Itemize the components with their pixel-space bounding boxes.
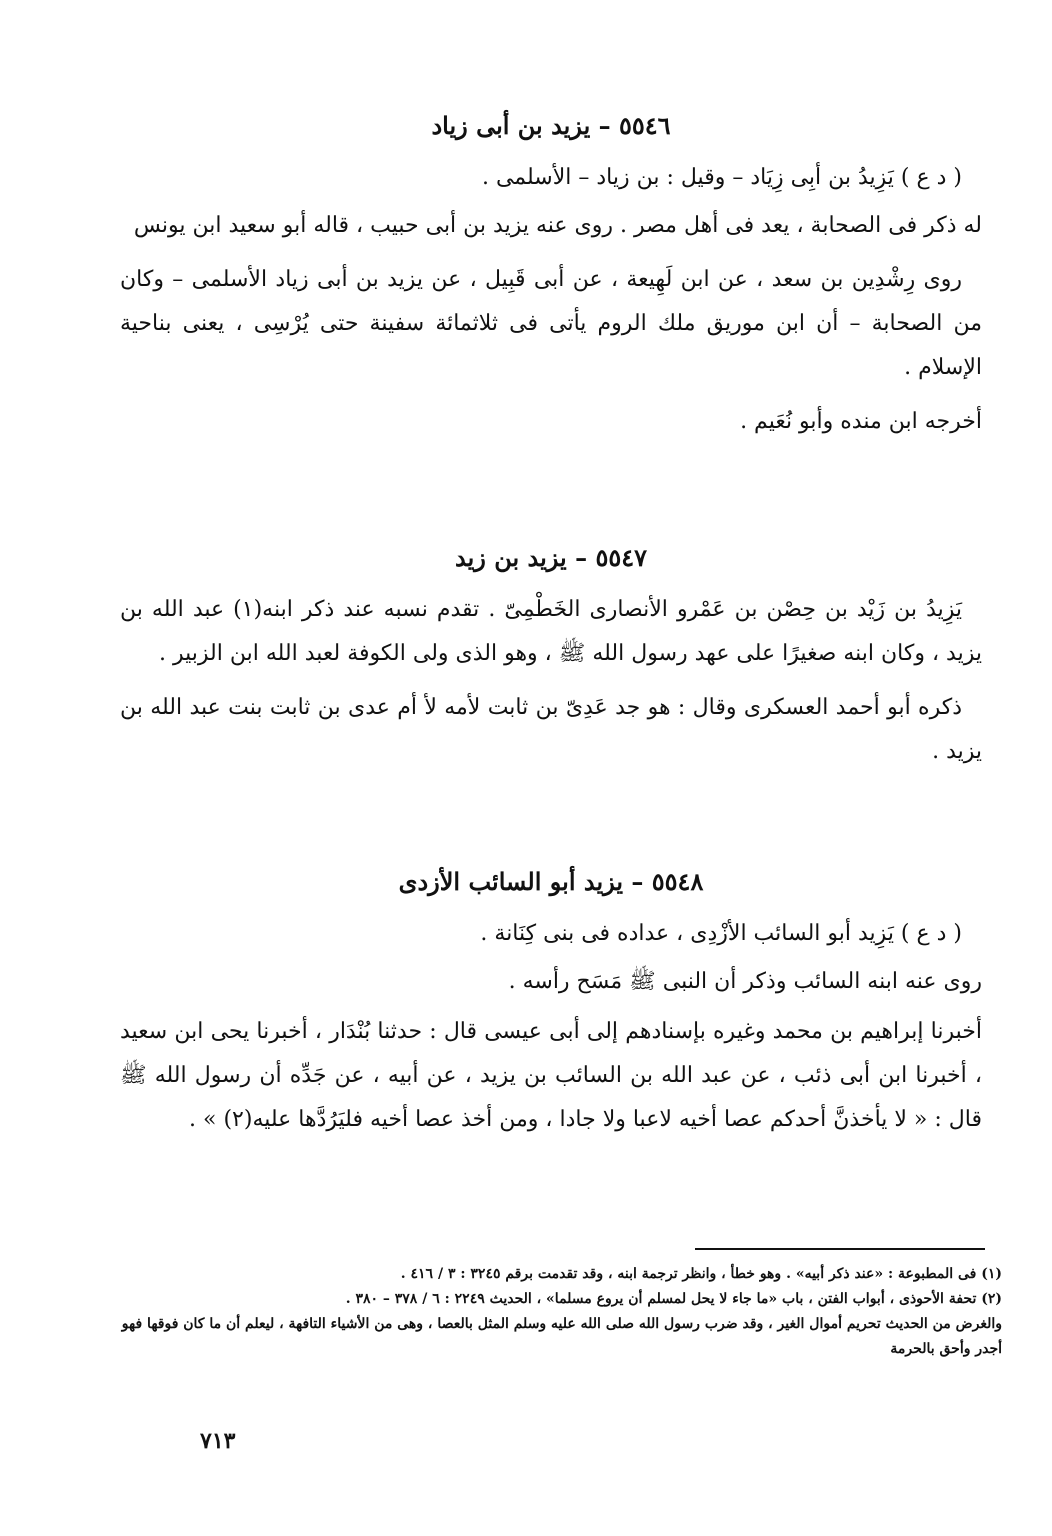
footnote-divider xyxy=(695,1248,985,1250)
entry-5548-body xyxy=(120,912,982,1142)
entry-5547-body xyxy=(120,588,982,774)
page-number: ٧١٣ xyxy=(200,1428,236,1454)
entry-5547-paragraph-2: ذكره أبو أحمد العسكرى وقال : هو جد عَدِىّ بن ثابت لأمه لأ أم عدى بن ثابت بنت عبد الله بن يزيد . xyxy=(120,695,982,764)
entry-heading-5546: ٥٥٤٦ – يزيد بن أبى زياد xyxy=(431,111,671,140)
entry-5546-paragraph-1: له ذكر فى الصحابة ، يعد فى أهل مصر . روى عنه يزيد بن أبى حبيب ، قاله أبو سعيد ابن يونس xyxy=(133,213,982,238)
entry-5546-intro-line: ( د ع ) يَزِيدُ بن أبِى زِيَاد – وقيل : بن زياد – الأسلمى . xyxy=(481,165,962,190)
entry-5546-paragraph-3: أخرجه ابن منده وأبو نُعَيم . xyxy=(740,409,982,434)
entry-5548-paragraph-1: روى عنه ابنه السائب وذكر أن النبى ﷺ مَسَح رأسه . xyxy=(508,969,982,994)
entry-heading-5547: ٥٥٤٧ – يزيد بن زيد xyxy=(455,543,647,572)
entry-5548-intro-line: ( د ع ) يَزِيد أبو السائب الأزْدِى ، عداده فى بنى كِنَانة . xyxy=(480,921,962,946)
footnote-1: (١) فى المطبوعة : «عند ذكر أبيه» . وهو خطأ ، وانظر ترجمة ابنه ، وقد تقدمت برقم ٣٢٤٥ : ٣ / ٤١٦ . xyxy=(400,1266,1002,1282)
footnotes xyxy=(110,1262,1002,1362)
entry-5548-paragraph-2: أخبرنا إبراهيم بن محمد وغيره بإسنادهم إلى أبى عيسى قال : حدثنا بُنْدَار ، أخبرنا يحى ابن سعيد ، أخبرنا ابن أبى ذئب ، عن عبد الله بن السائب بن يزيد ، عن أبيه ، عن جَدِّه أن رسول الله ﷺ قال : « لا يأخذنَّ أحدكم عصا أخيه لاعبا ولا جادا ، ومن أخذ عصا أخيه فليَرُدَّها عليه(٢) » . xyxy=(120,1019,982,1132)
entry-5547-paragraph-1: يَزِيدُ بن زَيْد بن حِصْن بن عَمْرو الأنصارى الخَطْمِىّ . تقدم نسبه عند ذكر ابنه(١) عبد الله بن يزيد ، وكان ابنه صغيرًا على عهد رسول الله ﷺ ، وهو الذى ولى الكوفة لعبد الله ابن الزبير . xyxy=(120,597,982,666)
entry-heading-5548: ٥٥٤٨ – يزيد أبو السائب الأزدى xyxy=(398,867,704,896)
entry-5546-paragraph-2: روى رِشْدِين بن سعد ، عن ابن لَهِيعة ، عن أبى قَبِيل ، عن يزيد بن أبى زياد الأسلمى – وكان من الصحابة – أن ابن موريق ملك الروم يأتى فى ثلاثمائة سفينة حتى يُرْسِى ، يعنى بناحية الإسلام . xyxy=(120,267,982,380)
footnote-2-continuation: والغرض من الحديث تحريم أموال الغير ، وقد ضرب رسول الله صلى الله عليه وسلم المثل بالعصا ، وهى من الأشياء التافهة ، ليعلم أن ما كان فوقها فهو أجدر وأحق بالحرمة xyxy=(121,1316,1002,1357)
footnote-2: (٢) تحفة الأحوذى ، أبواب الفتن ، باب «ما جاء لا يحل لمسلم أن يروع مسلما» ، الحديث ٢٢٤٩ : ٦ / ٣٧٨ – ٣٨٠ . xyxy=(345,1291,1002,1307)
entry-5546-body xyxy=(120,156,982,444)
